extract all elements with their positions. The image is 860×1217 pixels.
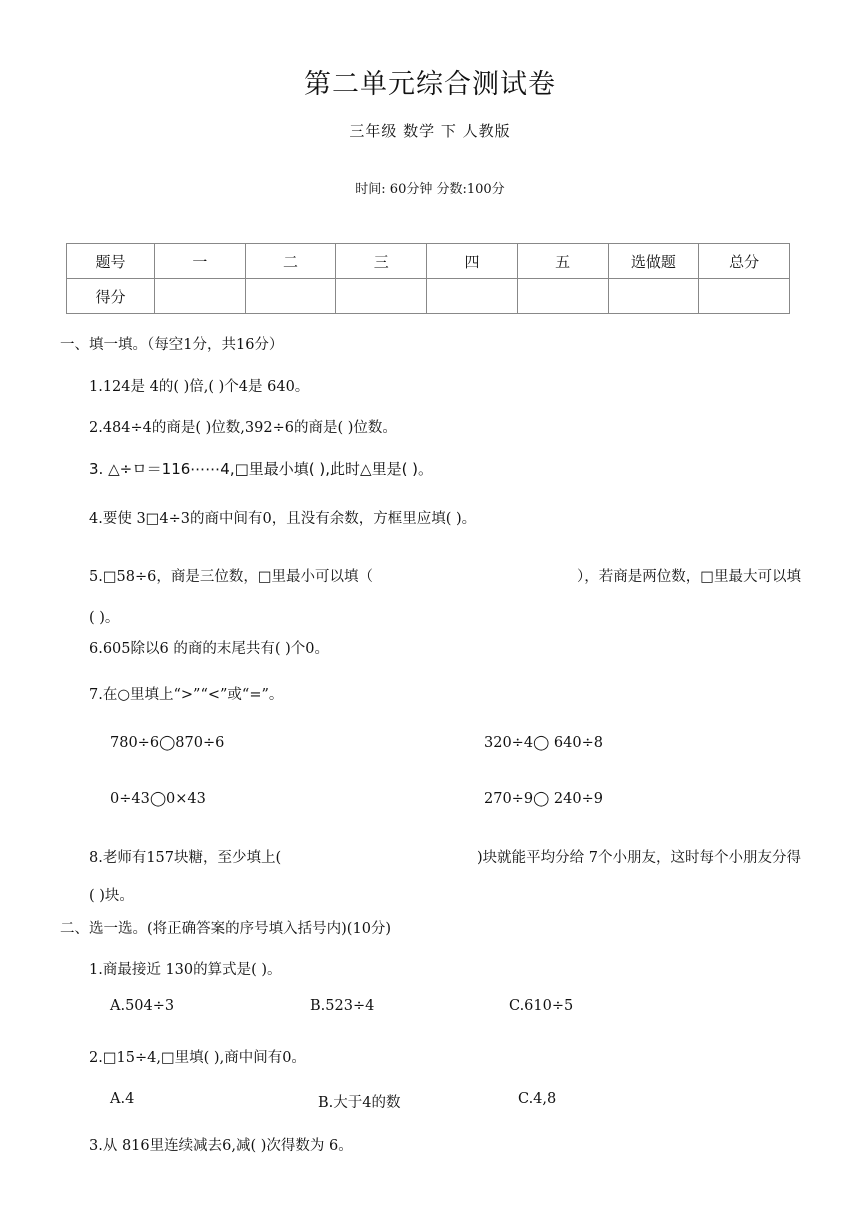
s2-q2-option-c: C.4,8	[518, 1091, 557, 1107]
score-cell[interactable]	[517, 279, 608, 314]
score-cell[interactable]	[427, 279, 518, 314]
score-header-cell: 四	[427, 244, 518, 279]
score-header-cell: 二	[245, 244, 336, 279]
score-table-score-row	[67, 279, 790, 314]
s2-question-2: 2.□15÷4,□里填( ),商中间有0。	[89, 1050, 306, 1066]
s1-question-7: 7.在○里填上“>”“<”或“=”。	[89, 687, 284, 703]
score-header-cell: 选做题	[608, 244, 699, 279]
s1-question-5-part-b: ），若商是两位数，□里最大可以填	[577, 569, 801, 585]
section-2-title: 二、选一选。(将正确答案的序号填入括号内)(10分)	[60, 921, 392, 937]
s2-question-3: 3.从 816里连续减去6,减( )次得数为 6。	[89, 1138, 353, 1154]
score-header-cell: 一	[155, 244, 246, 279]
s1-question-8-line-2: ( )块。	[89, 888, 134, 904]
score-table-header-row	[67, 244, 790, 279]
section-1-title: 一、填一填。（每空1分，共16分）	[60, 337, 284, 353]
s1-q7-item-3: 0÷43◯0×43	[110, 791, 206, 807]
score-header-cell: 题号	[67, 244, 155, 279]
s1-question-8-line-1	[89, 846, 801, 867]
score-header-cell: 总分	[699, 244, 790, 279]
s1-q7-item-2: 320÷4◯ 640÷8	[484, 735, 603, 751]
s1-question-5-line-1	[89, 565, 801, 586]
s1-question-4: 4.要使 3□4÷3的商中间有0，且没有余数，方框里应填( )。	[89, 511, 477, 527]
s2-q2-option-b: B.大于4的数	[318, 1095, 401, 1111]
s1-question-5-line-2: ( )。	[89, 610, 120, 626]
s1-q7-item-4: 270÷9◯ 240÷9	[484, 791, 603, 807]
score-cell[interactable]	[699, 279, 790, 314]
score-cell[interactable]	[155, 279, 246, 314]
score-cell[interactable]	[608, 279, 699, 314]
score-header-cell: 五	[517, 244, 608, 279]
s1-question-2: 2.484÷4的商是( )位数,392÷6的商是( )位数。	[89, 420, 397, 436]
s1-question-1: 1.124是 4的( )倍,( )个4是 640。	[89, 379, 310, 395]
exam-meta: 时间: 60分钟 分数:100分	[355, 182, 505, 197]
s2-q1-option-b: B.523÷4	[310, 998, 375, 1014]
s2-q1-option-c: C.610÷5	[509, 998, 574, 1014]
s1-q7-item-1: 780÷6◯870÷6	[110, 735, 225, 751]
page-subtitle: 三年级 数学 下 人教版	[349, 122, 511, 140]
s1-question-3: 3. △÷ㅁ＝116⋯⋯4,□里最小填( ),此时△里是( )。	[89, 460, 434, 478]
score-row-label: 得分	[67, 279, 155, 314]
page-title: 第二单元综合测试卷	[304, 69, 556, 100]
score-table	[66, 243, 790, 314]
s1-question-8-part-a: 8.老师有157块糖，至少填上(	[89, 850, 282, 866]
s2-question-1: 1.商最接近 130的算式是( )。	[89, 962, 282, 978]
s1-question-6: 6.605除以6 的商的末尾共有( )个0。	[89, 641, 329, 657]
score-cell[interactable]	[336, 279, 427, 314]
s2-q2-option-a: A.4	[110, 1091, 135, 1107]
s1-question-8-part-b: )块就能平均分给 7个小朋友，这时每个小朋友分得	[477, 850, 801, 866]
s1-question-5-part-a: 5.□58÷6，商是三位数，□里最小可以填（	[89, 569, 374, 585]
score-cell[interactable]	[245, 279, 336, 314]
s2-q1-option-a: A.504÷3	[110, 998, 175, 1014]
score-header-cell: 三	[336, 244, 427, 279]
